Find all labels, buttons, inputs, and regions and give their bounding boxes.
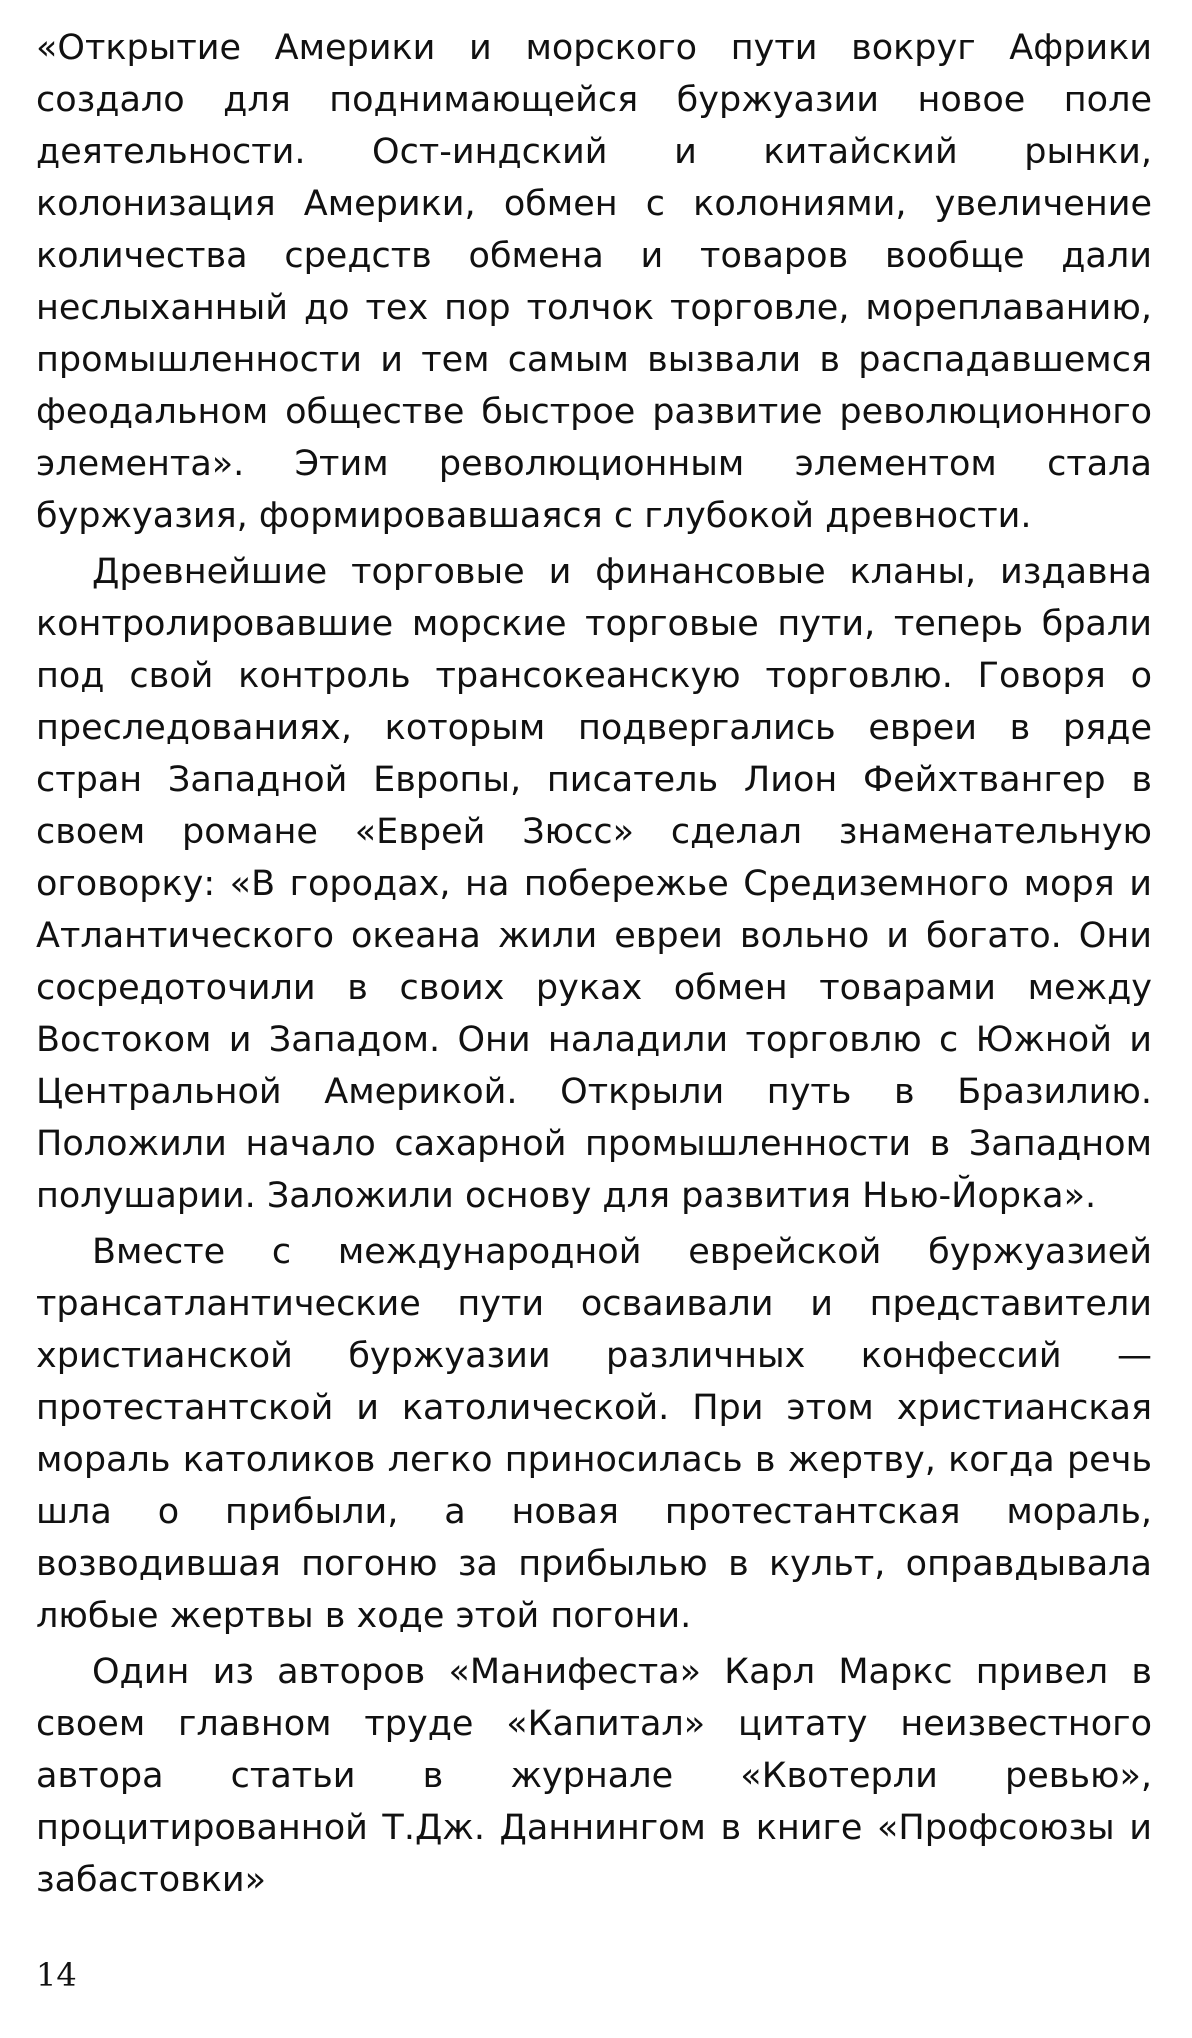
paragraph-3: Вместе с международной еврейской буржуазией трансатлантические пути осваивали и представители христианской буржуазии различных конфессий — протестантской и католической. При этом христианская мораль католиков легко приносилась в жертву, когда речь шла о прибыли, а новая протестантская мораль, возводившая погоню за прибылью в культ, оправдывала любые жертвы в ходе этой погони.: [36, 1232, 1152, 1636]
paragraph-2: Древнейшие торговые и финансовые кланы, издавна контролировавшие морские торговые пути, теперь брали под свой контроль трансокеанскую торговлю. Говоря о преследованиях, которым подвергались евреи в ряде стран Западной Европы, писатель Лион Фейхтвангер в своем романе «Еврей Зюсс» сделал знаменательную оговорку: «В городах, на побережье Средиземного моря и Атлантического океана жили евреи вольно и богато. Они сосредоточили в своих руках обмен товарами между Востоком и Западом. Они наладили торговлю с Южной и Центральной Америкой. Открыли путь в Бразилию. Положили начало сахарной промышленности в Западном полушарии. Заложили основу для развития Нью-Йорка».: [36, 552, 1152, 1216]
paragraph-1: «Открытие Америки и морского пути вокруг Африки создало для поднимающейся буржуазии новое поле деятельности. Ост-индский и китайский рынки, колонизация Америки, обмен с колониями, увеличение количества средств обмена и товаров вообще дали неслыханный до тех пор толчок торговле, мореплаванию, промышленности и тем самым вызвали в распадавшемся феодальном обществе быстрое развитие революционного элемента». Этим революционным элементом стала буржуазия, формировавшаяся с глубокой древности.: [36, 28, 1152, 536]
paragraph-4: Один из авторов «Манифеста» Карл Маркс привел в своем главном труде «Капитал» цитату неизвестного автора статьи в журнале «Квотерли ревью», процитированной Т.Дж. Даннингом в книге «Профсоюзы и забастовки»: [36, 1652, 1152, 1900]
page-body: [36, 22, 1152, 1906]
page-number: 14: [36, 1956, 77, 1994]
